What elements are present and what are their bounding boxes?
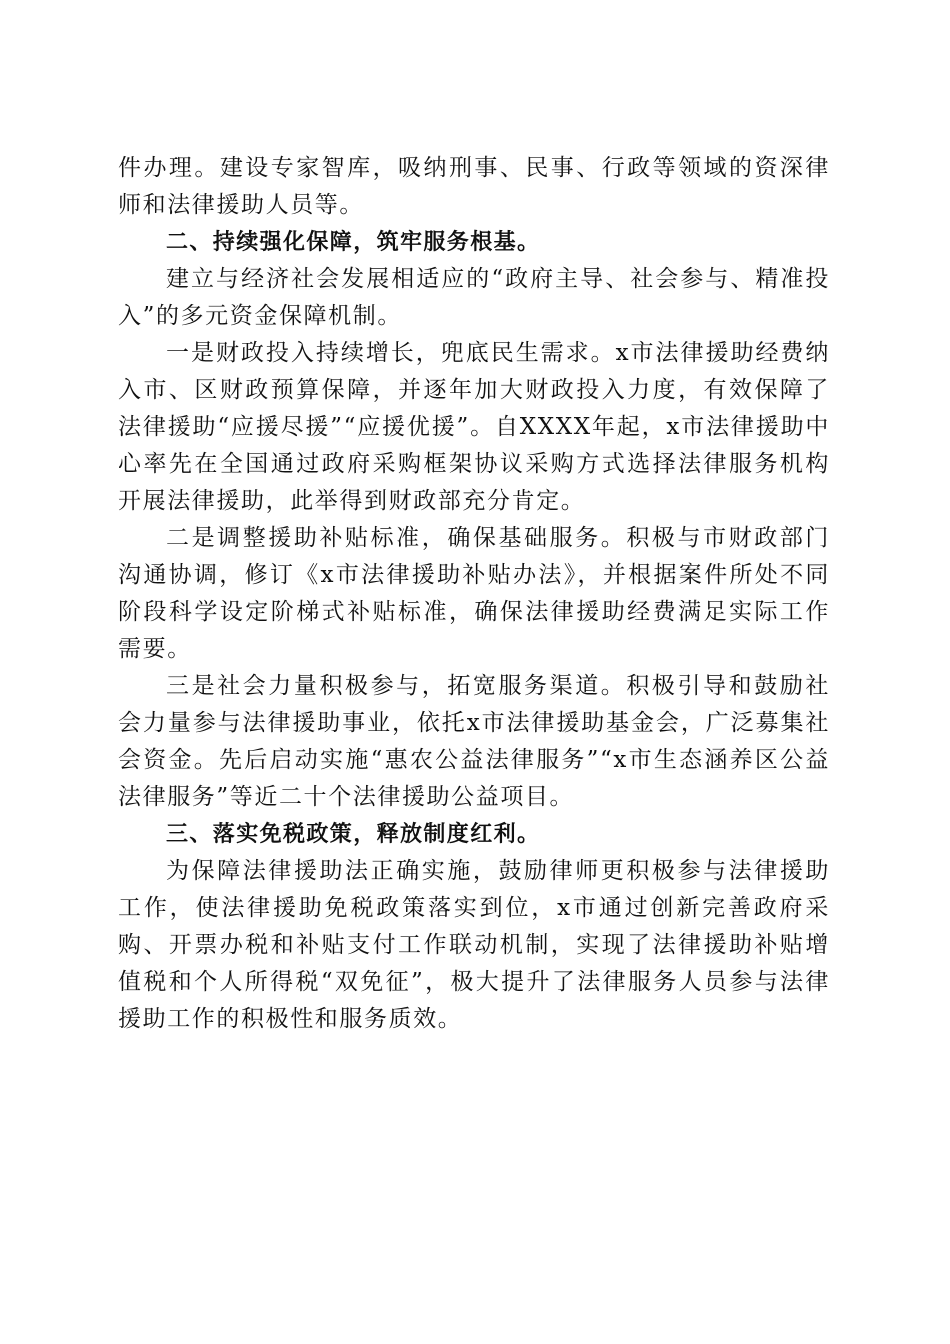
- paragraph-tax-policy: 为保障法律援助法正确实施，鼓励律师更积极参与法律援助工作，使法律援助免税政策落实到位，x市通过创新完善政府采购、开票办税和补贴支付工作联动机制，实现了法律援助补贴增值税和个人所得税“双免征”，极大提升了法律服务人员参与法律援助工作的积极性和服务质效。: [118, 858, 830, 1032]
- paragraph-point-1: 一是财政投入持续增长，兜底民生需求。x市法律援助经费纳入市、区财政预算保障，并逐年加大财政投入力度，有效保障了法律援助“应援尽援”“应援优援”。自XXXX年起，x市法律援助中心率先在全国通过政府采购框架协议采购方式选择法律服务机构开展法律援助，此举得到财政部充分肯定。: [118, 340, 830, 514]
- paragraph-point-2: 二是调整援助补贴标准，确保基础服务。积极与市财政部门沟通协调，修订《x市法律援助补贴办法》，并根据案件所处不同阶段科学设定阶梯式补贴标准，确保法律援助经费满足实际工作需要。: [118, 525, 830, 662]
- paragraph-continuation: 件办理。建设专家智库，吸纳刑事、民事、行政等领域的资深律师和法律援助人员等。: [118, 155, 830, 218]
- paragraph-funding-intro: 建立与经济社会发展相适应的“政府主导、社会参与、精准投入”的多元资金保障机制。: [118, 266, 830, 329]
- paragraph-point-3: 三是社会力量积极参与，拓宽服务渠道。积极引导和鼓励社会力量参与法律援助事业，依托x市法律援助基金会，广泛募集社会资金。先后启动实施“惠农公益法律服务”“x市生态涵养区公益法律服务”等近二十个法律援助公益项目。: [118, 673, 830, 810]
- section-heading-3: 三、落实免税政策，释放制度红利。: [166, 822, 541, 847]
- section-heading-2: 二、持续强化保障，筑牢服务根基。: [166, 230, 541, 255]
- document-body: [118, 150, 830, 1038]
